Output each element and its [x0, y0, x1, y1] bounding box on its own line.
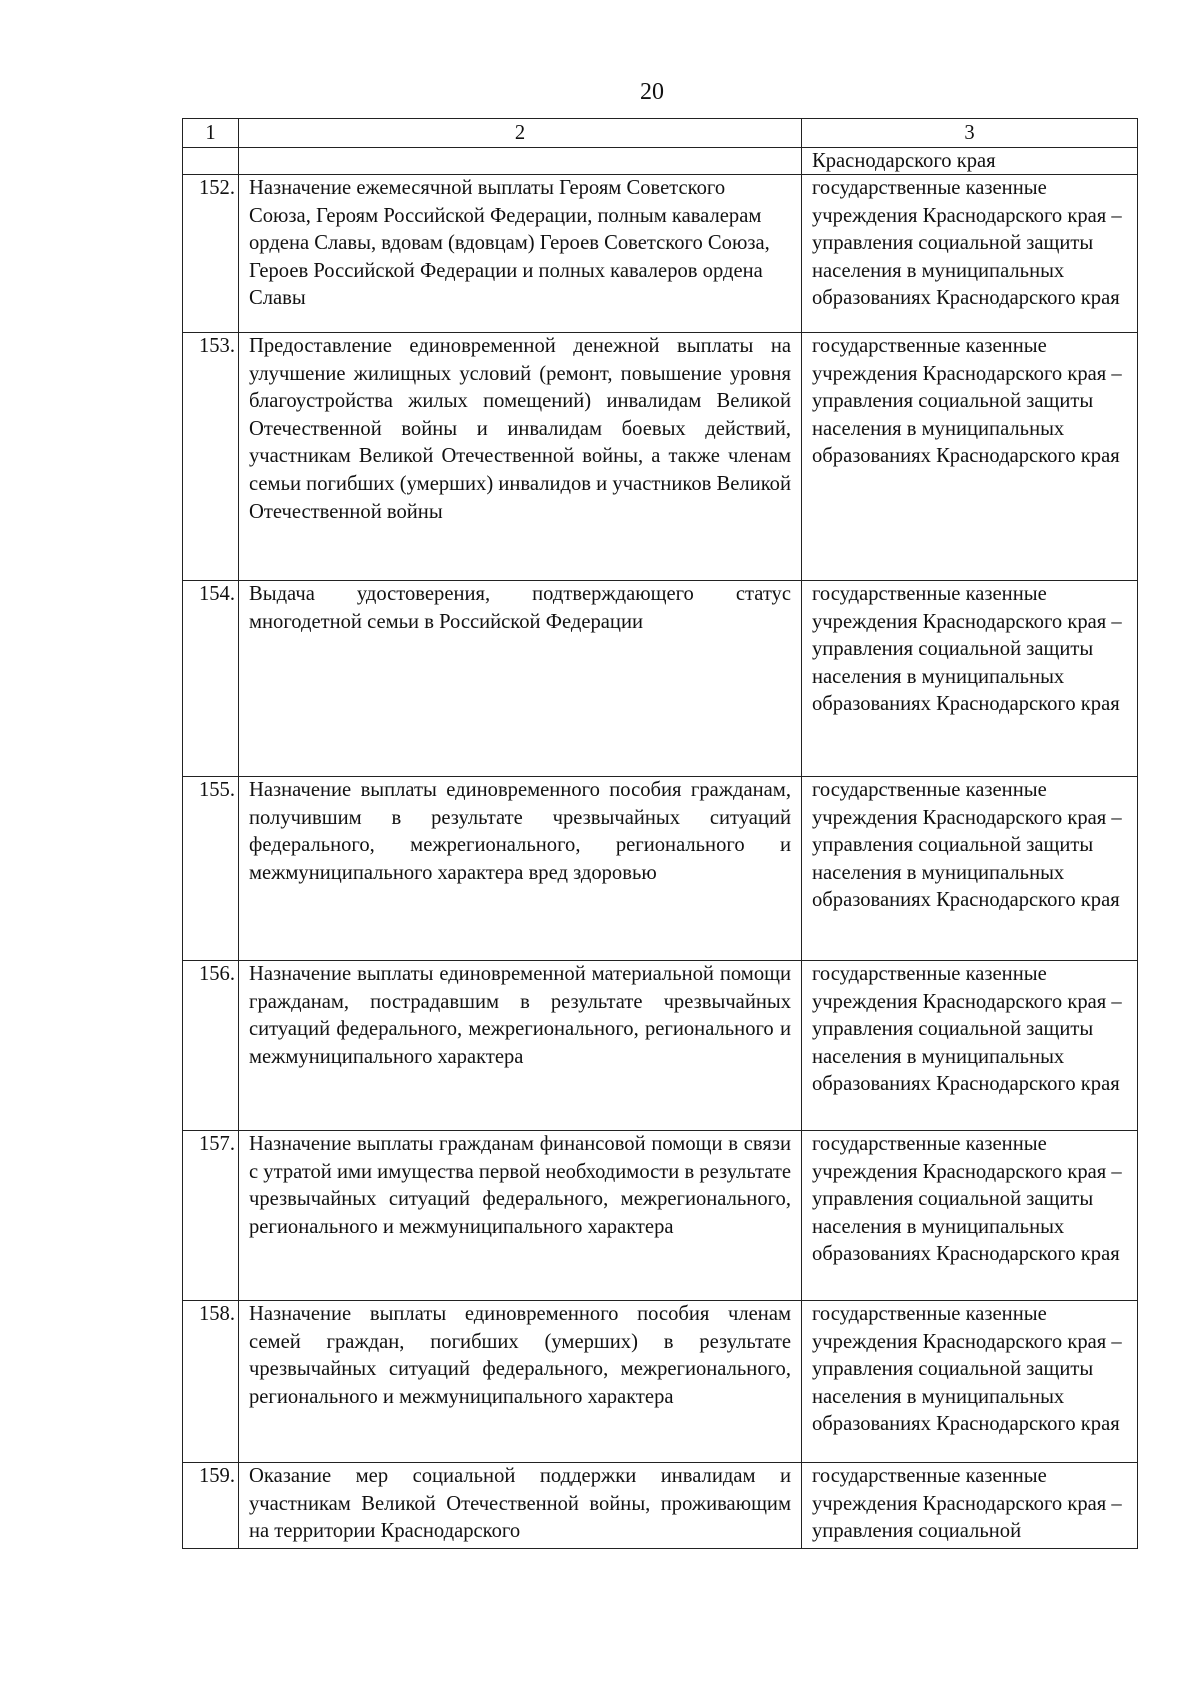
- row-description: Назначение выплаты единовременного пособия членам семей граждан, погибших (умерших) в результате чрезвычайных ситуаций федерального, межрегионального, регионального и межмуниципального характера: [239, 1301, 802, 1463]
- row-description: Выдача удостоверения, подтверждающего статус многодетной семьи в Российской Федерации: [239, 581, 802, 777]
- continuation-row: [183, 148, 1138, 175]
- row-number: 159.: [183, 1463, 239, 1549]
- row-number: 157.: [183, 1131, 239, 1301]
- row-responsible: государственные казенные учреждения Краснодарского края – управления социальной защиты населения в муниципальных образованиях Краснодарского края: [802, 961, 1138, 1131]
- table-row: [183, 333, 1138, 581]
- table-row: [183, 175, 1138, 333]
- row-description: Предоставление единовременной денежной выплаты на улучшение жилищных условий (ремонт, повышение уровня благоустройства жилых помещений) инвалидам Великой Отечественной войны и инвалидам боевых действий, участникам Великой Отечественной войны, а также членам семьи погибших (умерших) инвалидов и участников Великой Отечественной войны: [239, 333, 802, 581]
- table-row: [183, 581, 1138, 777]
- table-row: [183, 961, 1138, 1131]
- row-description: Оказание мер социальной поддержки инвалидам и участникам Великой Отечественной войны, проживающим на территории Краснодарского: [239, 1463, 802, 1549]
- row-number: 156.: [183, 961, 239, 1131]
- page-number: 20: [640, 79, 664, 105]
- row-description: Назначение выплаты единовременного пособия гражданам, получившим в результате чрезвычайных ситуаций федерального, межрегионального, регионального и межмуниципального характера вред здоровью: [239, 777, 802, 961]
- row-responsible: государственные казенные учреждения Краснодарского края – управления социальной защиты населения в муниципальных образованиях Краснодарского края: [802, 333, 1138, 581]
- row-description: Назначение ежемесячной выплаты Героям Советского Союза, Героям Российской Федерации, полным кавалерам ордена Славы, вдовам (вдовцам) Героев Советского Союза, Героев Российской Федерации и полных кавалеров ордена Славы: [239, 175, 802, 333]
- row-number: 154.: [183, 581, 239, 777]
- row-responsible: государственные казенные учреждения Краснодарского края – управления социальной защиты населения в муниципальных образованиях Краснодарского края: [802, 1131, 1138, 1301]
- row-number: 155.: [183, 777, 239, 961]
- row-number: 158.: [183, 1301, 239, 1463]
- header-cell-2: 2: [239, 119, 802, 148]
- row-number: 153.: [183, 333, 239, 581]
- table-row: [183, 1301, 1138, 1463]
- header-cell-1: 1: [183, 119, 239, 148]
- row-responsible: государственные казенные учреждения Краснодарского края – управления социальной защиты населения в муниципальных образованиях Краснодарского края: [802, 581, 1138, 777]
- table-row: [183, 777, 1138, 961]
- continuation-description: [239, 148, 802, 175]
- row-description: Назначение выплаты единовременной материальной помощи гражданам, пострадавшим в результате чрезвычайных ситуаций федерального, межрегионального, регионального и межмуниципального характера: [239, 961, 802, 1131]
- row-responsible: государственные казенные учреждения Краснодарского края – управления социальной защиты населения в муниципальных образованиях Краснодарского края: [802, 1301, 1138, 1463]
- table-header-row: [183, 119, 1138, 148]
- row-responsible: государственные казенные учреждения Краснодарского края – управления социальной: [802, 1463, 1138, 1549]
- continuation-num: [183, 148, 239, 175]
- row-description: Назначение выплаты гражданам финансовой помощи в связи с утратой ими имущества первой необходимости в результате чрезвычайных ситуаций федерального, межрегионального, регионального и межмуниципального характера: [239, 1131, 802, 1301]
- services-table: [182, 118, 1138, 1549]
- row-number: 152.: [183, 175, 239, 333]
- continuation-responsible: Краснодарского края: [802, 148, 1138, 175]
- table-row: [183, 1131, 1138, 1301]
- row-responsible: государственные казенные учреждения Краснодарского края – управления социальной защиты населения в муниципальных образованиях Краснодарского края: [802, 175, 1138, 333]
- table-row: [183, 1463, 1138, 1549]
- row-responsible: государственные казенные учреждения Краснодарского края – управления социальной защиты населения в муниципальных образованиях Краснодарского края: [802, 777, 1138, 961]
- header-cell-3: 3: [802, 119, 1138, 148]
